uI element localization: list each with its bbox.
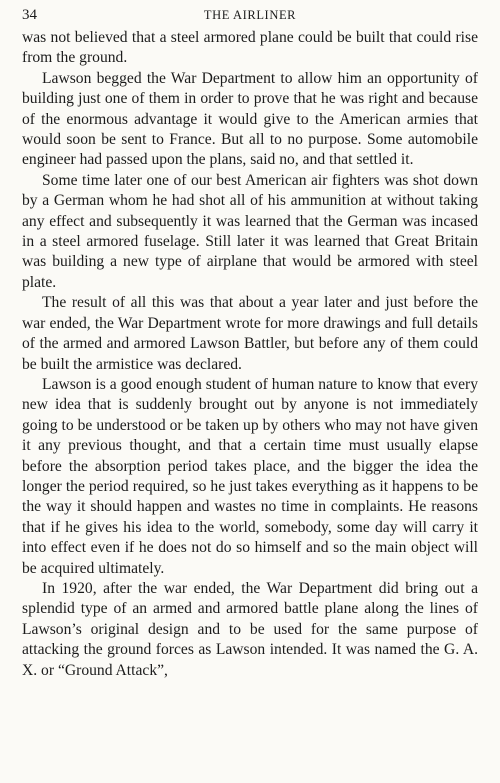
paragraph-human-nature: Lawson is a good enough student of human nature to know that every new idea that is suddenly brought out by anyone is not immediately going to be understood or be taken up by others who may not have given it any previous thought, and that a certain time must usually elapse before the absorption period takes place, and the bigger the idea the longer the period required, so he just takes everything as it happens to be the way it should happen and wastes no time in complaints. He reasons that if he gives his idea to the world, somebody, some day will carry it into effect even if he does not do so himself and so the main object will be acquired ultimately. (22, 375, 478, 577)
paragraph-continued: was not believed that a steel armored plane could be built that could rise from the ground. (22, 29, 478, 67)
paragraph-ground-attack: In 1920, after the war ended, the War Department did bring out a splendid type of an armed and armored battle plane along the lines of Lawson’s original design and to be used for the same purpose of attacking the ground forces as Lawson intended. It was named the G. A. X. or “Ground Attack”, (22, 579, 478, 679)
page-body (22, 28, 478, 681)
page-header (22, 6, 478, 26)
page-number: 34 (22, 7, 37, 23)
paragraph-war-department-request: Lawson begged the War Department to allow him an opportunity of building just one of them in order to prove that he was right and because of the enormous advantage it would give to the American armies that would soon be sent to France. But all to no purpose. Some automobile engineer had passed upon the plans, said no, and that settled it. (22, 69, 478, 169)
running-head: THE AIRLINER (203, 8, 297, 22)
paragraph-armistice: The result of all this was that about a year later and just before the war ended, the War Department wrote for more drawings and full details of the armed and armored Lawson Battler, but before any of them could be built the armistice was declared. (22, 294, 478, 373)
paragraph-german-armored-fuselage: Some time later one of our best American air fighters was shot down by a German whom he had shot all of his ammunition at without taking any effect and subsequently it was learned that the German was incased in a steel armored fuselage. Still later it was learned that Great Britain was building a new type of airplane that would be armored with steel plate. (22, 171, 478, 291)
